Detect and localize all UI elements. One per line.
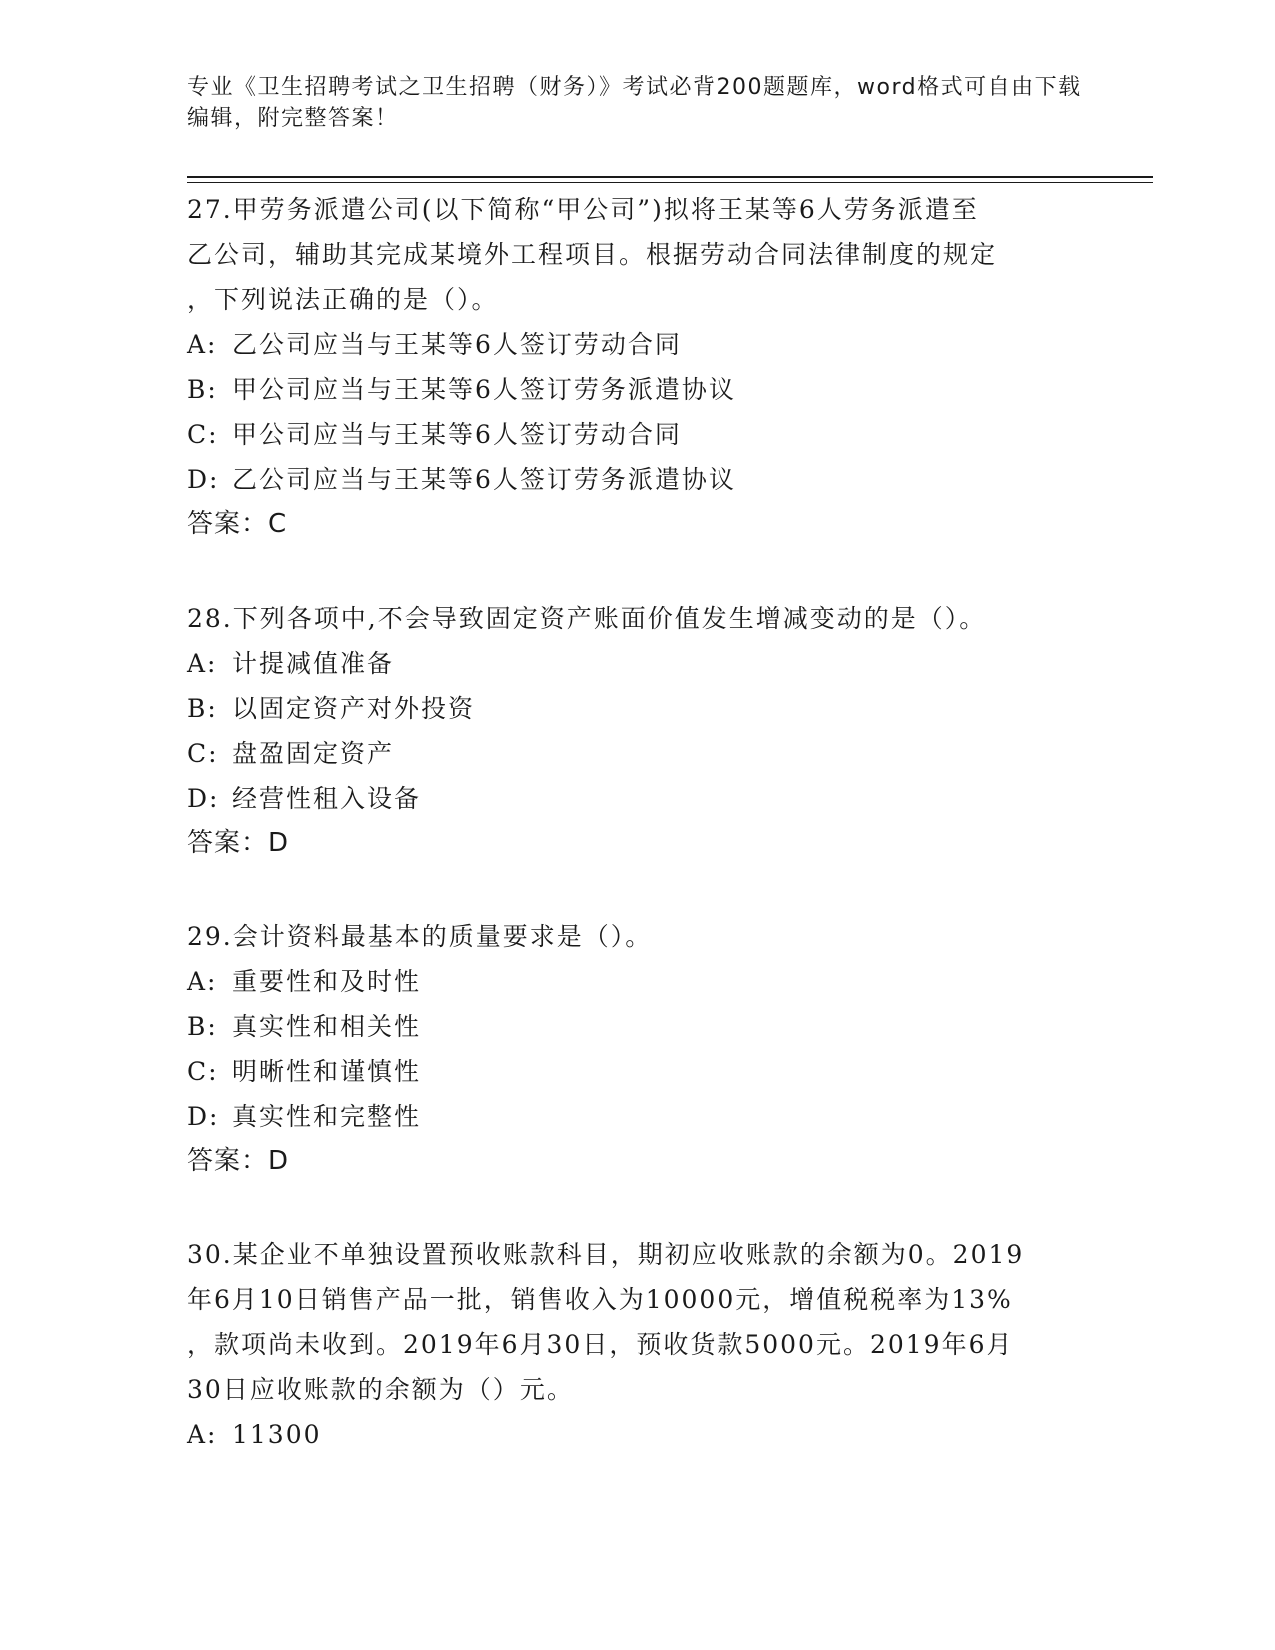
option-letter: D: [187,1102,220,1131]
option-letter: C: [187,420,219,449]
option-letter: A: [187,1420,218,1449]
question-stem-line: 29.会计资料最基本的质量要求是（）。 [187,922,653,951]
option-text: 真实性和完整性 [232,1102,422,1131]
question-stem-line: 27.甲劳务派遣公司(以下简称“甲公司”)拟将王某等6人劳务派遣至 [187,195,979,224]
option-text: 明晰性和谨慎性 [232,1057,422,1086]
option-letter: C: [187,1057,219,1086]
option-text: 经营性租入设备 [232,784,422,813]
option-c [187,412,1087,457]
option-a [187,641,1087,686]
option-letter: D: [187,784,220,813]
answer-line: 答案：D [187,828,290,858]
option-text: 盘盈固定资产 [232,739,395,768]
option-letter: A: [187,649,218,678]
question-30 [187,1232,1087,1457]
option-c [187,731,1087,776]
option-c [187,1049,1087,1094]
header-rule-top [187,176,1153,178]
option-a [187,1412,1087,1457]
option-letter: C: [187,739,219,768]
option-text: 真实性和相关性 [232,1012,422,1041]
question-27 [187,187,1087,547]
option-text: 以固定资产对外投资 [232,694,476,723]
option-text: 甲公司应当与王某等6人签订劳动合同 [232,420,682,449]
option-b [187,367,1087,412]
question-28 [187,596,1087,866]
option-d [187,1094,1087,1139]
option-b [187,1004,1087,1049]
question-stem-line: 年6月10日销售产品一批，销售收入为10000元，增值税税率为13% [187,1285,1013,1314]
header-rule-bottom [187,182,1153,183]
question-stem-line: 30.某企业不单独设置预收账款科目，期初应收账款的余额为0。2019 [187,1240,1025,1269]
option-text: 计提减值准备 [232,649,395,678]
answer-line: 答案：C [187,509,288,539]
option-text: 乙公司应当与王某等6人签订劳务派遣协议 [232,465,736,494]
option-letter: A: [187,330,218,359]
option-a [187,322,1087,367]
answer-line: 答案：D [187,1146,290,1176]
document-header: 专业《卫生招聘考试之卫生招聘（财务）》考试必背200题题库，word格式可自由下载编辑，附完整答案！ [187,75,1082,131]
option-text: 乙公司应当与王某等6人签订劳动合同 [232,330,682,359]
option-text: 甲公司应当与王某等6人签订劳务派遣协议 [232,375,736,404]
option-letter: B: [187,1012,218,1041]
option-text: 重要性和及时性 [232,967,422,996]
question-stem-line: ，下列说法正确的是（）。 [187,285,499,314]
question-stem-line: 乙公司，辅助其完成某境外工程项目。根据劳动合同法律制度的规定 [187,240,998,269]
option-letter: B: [187,694,218,723]
question-stem-line: ，款项尚未收到。2019年6月30日，预收货款5000元。2019年6月 [187,1330,1014,1359]
option-letter: A: [187,967,218,996]
option-d [187,776,1087,821]
option-letter: B: [187,375,218,404]
option-text: 11300 [232,1420,322,1449]
option-letter: D: [187,465,220,494]
option-b [187,686,1087,731]
option-d [187,457,1087,502]
question-stem-line: 30日应收账款的余额为（）元。 [187,1375,574,1404]
question-29 [187,914,1087,1184]
question-stem-line: 28.下列各项中,不会导致固定资产账面价值发生增减变动的是（）。 [187,604,987,633]
option-a [187,959,1087,1004]
